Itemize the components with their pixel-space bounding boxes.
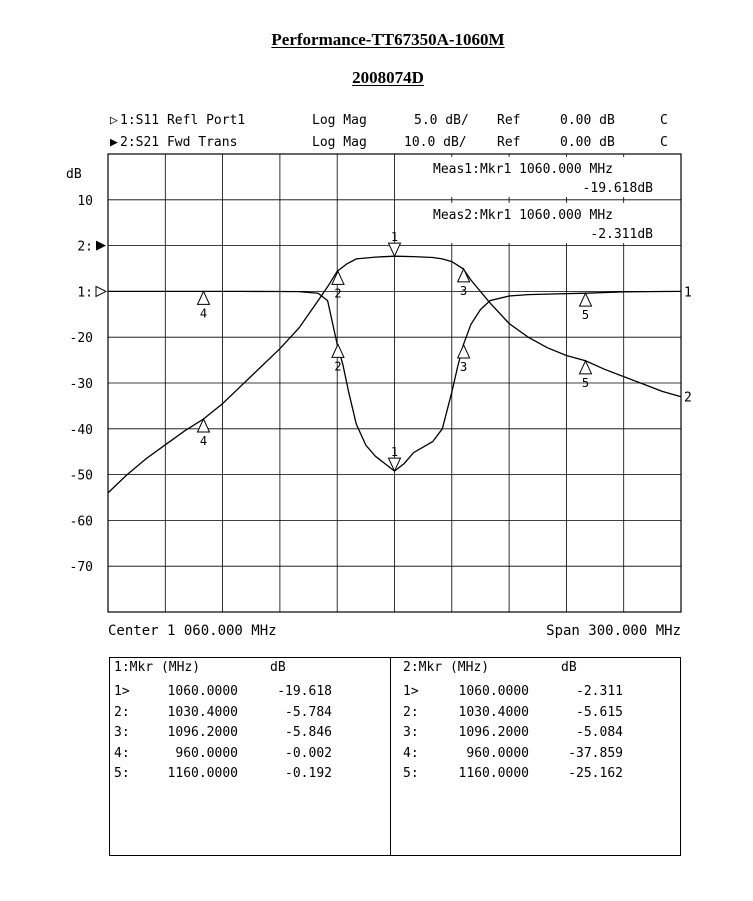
marker-id: 5: xyxy=(114,766,130,781)
readout-2-line1: Meas2:Mkr1 1060.000 MHz xyxy=(433,208,614,223)
marker-id: 4: xyxy=(114,745,130,761)
marker-value: -5.084 xyxy=(576,725,623,740)
marker-2-3 xyxy=(458,269,470,298)
y-tick-label: -50 xyxy=(69,468,93,484)
marker-id: 2: xyxy=(403,704,419,720)
marker-value: -5.615 xyxy=(576,704,623,720)
svg-text:1: 1 xyxy=(390,230,399,245)
channel-2-scale: 10.0 dB/ xyxy=(404,135,467,150)
marker-id: 5: xyxy=(403,766,419,781)
marker-frequency: 960.0000 xyxy=(466,745,529,761)
readout-1-line2: -19.618dB xyxy=(582,181,653,196)
channel-1-label: 1:S11 Refl Port1 xyxy=(120,113,246,128)
readout-2-line2: -2.311dB xyxy=(590,227,653,242)
channel-2-ref: Ref xyxy=(497,135,521,150)
channel-1-header xyxy=(110,113,668,128)
svg-text:3: 3 xyxy=(460,283,468,298)
channel-2-marker: ▶ xyxy=(110,135,118,150)
y-tick-label: 2: xyxy=(77,239,93,255)
marker-2-1 xyxy=(389,230,401,256)
marker-value: -19.618 xyxy=(277,684,332,699)
channel-1-format: Log Mag xyxy=(312,113,367,128)
channel-1-ref: Ref xyxy=(497,113,521,128)
y-tick-labels xyxy=(70,194,106,575)
channel-2-label: 2:S21 Fwd Trans xyxy=(120,135,238,150)
marker-id: 1> xyxy=(114,684,130,699)
trace-end-label: 1 xyxy=(684,285,692,301)
y-tick-label: -30 xyxy=(69,377,93,392)
channel-2-ref-value: 0.00 dB xyxy=(560,135,615,150)
trace-end-label: 2 xyxy=(684,390,692,406)
channel-2-header xyxy=(110,135,668,150)
marker-value: -0.192 xyxy=(285,766,332,781)
marker-id: 4: xyxy=(403,745,419,761)
y-tick-label: 10 xyxy=(77,193,93,209)
marker-frequency: 1060.0000 xyxy=(167,684,238,699)
marker-id: 3: xyxy=(403,725,419,740)
y-axis-unit: dB xyxy=(66,167,82,182)
page-subtitle: 2008074D xyxy=(352,68,424,87)
channel-1-ref-value: 0.00 dB xyxy=(560,113,615,128)
marker-value: -0.002 xyxy=(285,745,332,761)
marker-frequency: 960.0000 xyxy=(175,745,238,761)
marker-1-2 xyxy=(332,344,344,373)
marker-1-5 xyxy=(580,293,592,322)
marker-table-2-unit: dB xyxy=(561,660,577,675)
marker-1-3 xyxy=(458,345,470,374)
y-tick-label: -40 xyxy=(69,422,93,438)
marker-frequency: 1030.4000 xyxy=(458,704,529,720)
svg-text:1: 1 xyxy=(390,445,399,460)
marker-frequency: 1060.0000 xyxy=(458,684,529,699)
channel-1-flag: C xyxy=(660,113,668,128)
y-tick-label: -20 xyxy=(69,331,93,347)
marker-value: -5.784 xyxy=(285,704,332,720)
marker-value: -5.846 xyxy=(285,725,332,740)
marker-id: 1> xyxy=(403,684,419,699)
y-tick-label: 1: xyxy=(77,285,93,301)
y-tick-label: -60 xyxy=(69,514,93,530)
marker-id: 3: xyxy=(114,725,130,740)
svg-text:3: 3 xyxy=(460,359,468,374)
center-frequency: Center 1 060.000 MHz xyxy=(108,623,277,639)
marker-frequency: 1030.4000 xyxy=(167,704,238,720)
marker-table xyxy=(109,657,681,856)
marker-frequency: 1096.2000 xyxy=(458,725,529,740)
marker-2-5 xyxy=(580,361,592,390)
marker-frequency: 1096.2000 xyxy=(167,725,238,740)
marker-2-4 xyxy=(198,419,210,448)
svg-text:4: 4 xyxy=(199,306,208,321)
channel-2-flag: C xyxy=(660,135,668,150)
y-tick-label: -70 xyxy=(69,560,93,576)
channel-1-marker: ▷ xyxy=(110,113,118,128)
marker-value: -25.162 xyxy=(568,766,623,781)
svg-text:4: 4 xyxy=(199,433,208,448)
span-frequency: Span 300.000 MHz xyxy=(546,623,681,639)
channel-1-scale: 5.0 dB/ xyxy=(414,113,469,128)
marker-id: 2: xyxy=(114,704,130,720)
readout-1-line1: Meas1:Mkr1 1060.000 MHz xyxy=(433,162,614,177)
svg-text:2: 2 xyxy=(334,359,342,374)
marker-table-2-header: 2:Mkr (MHz) xyxy=(403,660,490,675)
channel-1-ref-arrow xyxy=(96,286,106,296)
marker-1-4 xyxy=(198,291,210,320)
channel-2-ref-arrow xyxy=(96,241,106,251)
svg-text:5: 5 xyxy=(581,375,590,390)
marker-frequency: 1160.0000 xyxy=(458,766,529,781)
channel-2-format: Log Mag xyxy=(312,135,367,150)
marker-table-1-header: 1:Mkr (MHz) xyxy=(114,660,201,675)
marker-value: -37.859 xyxy=(568,745,623,761)
marker-frequency: 1160.0000 xyxy=(167,766,238,781)
marker-table-1-unit: dB xyxy=(270,660,286,675)
svg-text:5: 5 xyxy=(581,308,590,323)
page-title: Performance-TT67350A-1060M xyxy=(271,30,505,49)
svg-text:2: 2 xyxy=(334,286,342,301)
marker-table-divider xyxy=(390,658,391,855)
marker-value: -2.311 xyxy=(576,684,623,699)
